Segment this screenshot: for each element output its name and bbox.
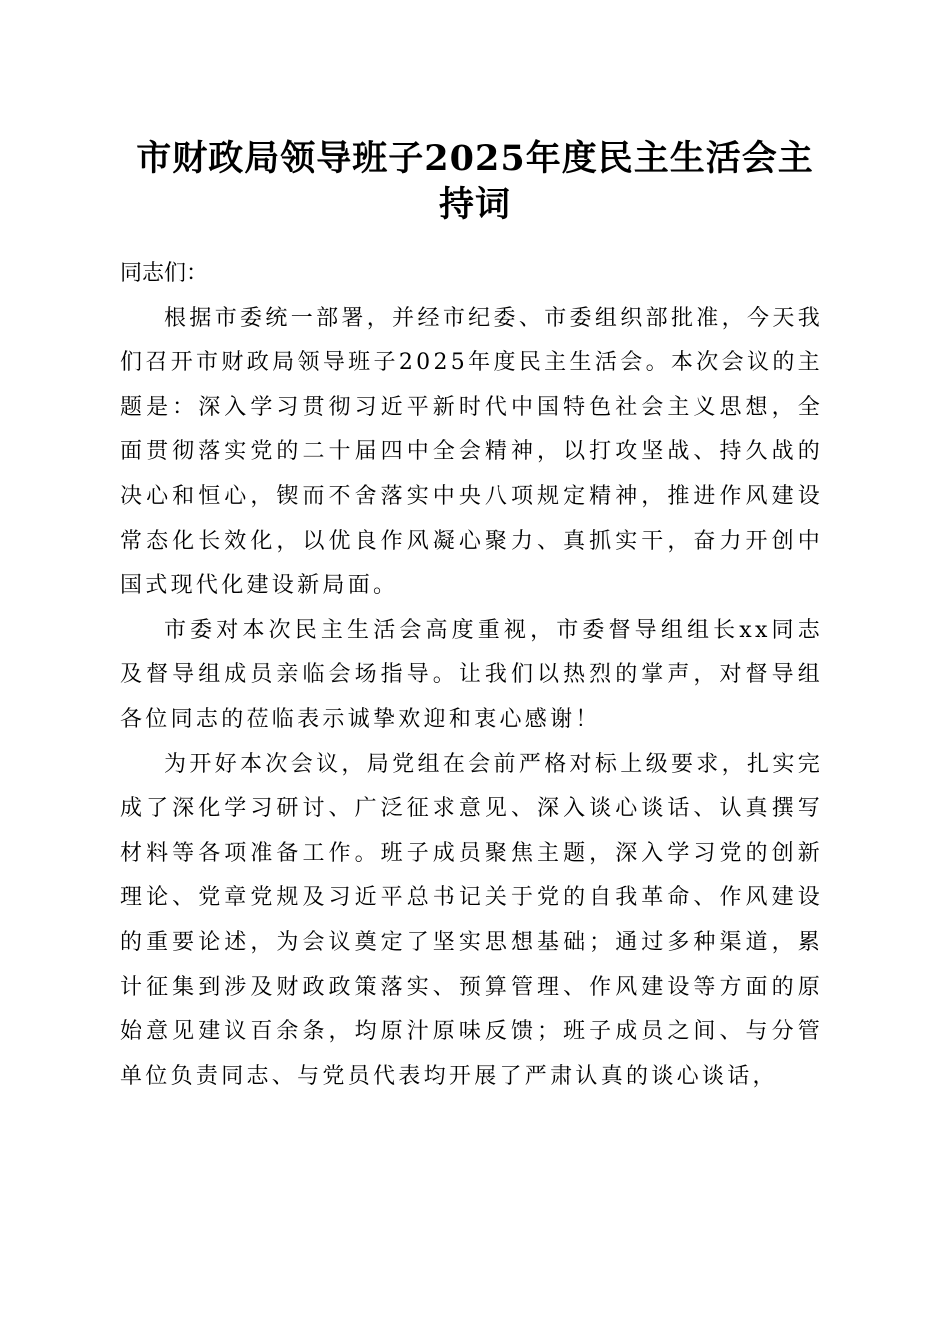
document-title: 市财政局领导班子2025年度民主生活会主持词 bbox=[136, 138, 814, 225]
salutation: 同志们： bbox=[120, 261, 209, 286]
document-body bbox=[120, 252, 823, 1099]
paragraph-welcome-supervisors: 市委对本次民主生活会高度重视，市委督导组组长xx同志及督导组成员亲临会场指导。让我们以热烈的掌声，对督导组各位同志的莅临表示诚挚欢迎和衷心感谢！ bbox=[120, 617, 823, 732]
paragraph-meeting-theme: 根据市委统一部署，并经市纪委、市委组织部批准，今天我们召开市财政局领导班子2025年度民主生活会。本次会议的主题是：深入学习贯彻习近平新时代中国特色社会主义思想，全面贯彻落实党的二十届四中全会精神，以打攻坚战、持久战的决心和恒心，锲而不舍落实中央八项规定精神，推进作风建设常态化长效化，以优良作风凝心聚力、真抓实干，奋力开创中国式现代化建设新局面。 bbox=[120, 305, 823, 599]
paragraph-preparation-work: 为开好本次会议，局党组在会前严格对标上级要求，扎实完成了深化学习研讨、广泛征求意见、深入谈心谈话、认真撰写材料等各项准备工作。班子成员聚焦主题，深入学习党的创新理论、党章党规及习近平总书记关于党的自我革命、作风建设的重要论述，为会议奠定了坚实思想基础；通过多种渠道，累计征集到涉及财政政策落实、预算管理、作风建设等方面的原始意见建议百余条，均原汁原味反馈；班子成员之间、与分管单位负责同志、与党员代表均开展了严肃认真的谈心谈话， bbox=[120, 751, 823, 1089]
